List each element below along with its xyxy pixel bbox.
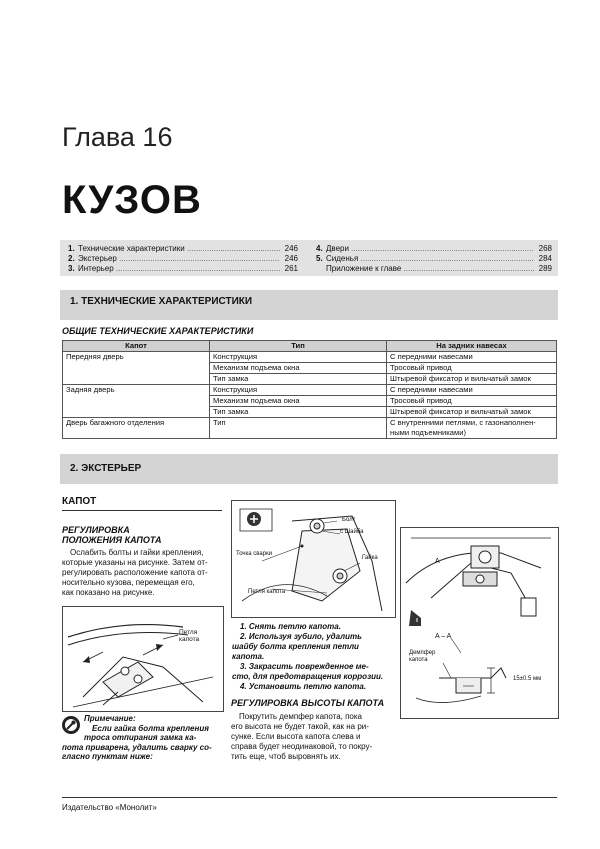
table-cell: Передняя дверь bbox=[63, 352, 210, 385]
subsection-title: КАПОТ bbox=[62, 496, 97, 507]
step-line: сто, для предотвращения коррозии. bbox=[232, 672, 384, 681]
table-row bbox=[63, 418, 557, 429]
label-washer: с Шайба bbox=[340, 529, 364, 535]
toc-label: Двери ..... bbox=[326, 244, 534, 254]
heading-line: РЕГУЛИРОВКА bbox=[62, 525, 130, 535]
text-line: сунке. Если высота капота слева и bbox=[231, 732, 361, 741]
table-cell: Тросовый привод bbox=[387, 396, 557, 407]
height-text bbox=[231, 712, 393, 762]
table-cell: Штыревой фиксатор и вильчатый замок bbox=[387, 374, 557, 385]
footer-rule bbox=[62, 797, 557, 798]
step-line: 1. Снять петлю капота. bbox=[240, 622, 341, 631]
spec-table bbox=[62, 340, 557, 439]
table-cell: Штыревой фиксатор и вильчатый замок bbox=[387, 407, 557, 418]
column-header: Тип bbox=[210, 341, 387, 352]
text-line: Ослабить болты и гайки крепления, bbox=[70, 548, 204, 557]
step-line: 4. Установить петлю капота. bbox=[240, 682, 367, 691]
toc-page: 289 bbox=[538, 264, 552, 273]
step-line: шайбу болта крепления петли капота. bbox=[232, 642, 359, 661]
adjust-heading bbox=[62, 525, 162, 545]
note-line: троса отпирания замка ка- bbox=[84, 733, 197, 742]
label-line: капота bbox=[409, 657, 428, 663]
table-cell: ными подъемниками) bbox=[387, 428, 557, 439]
label-weld: Точка сварки bbox=[236, 551, 273, 557]
heading-line: ПОЛОЖЕНИЯ КАПОТА bbox=[62, 535, 162, 545]
toc-item[interactable] bbox=[316, 264, 552, 274]
toc-label: Технические характеристики ..... bbox=[78, 244, 280, 254]
note bbox=[62, 714, 224, 762]
toc-num: 3. bbox=[68, 264, 75, 273]
table-cell: Задняя дверь bbox=[63, 385, 210, 418]
table-of-contents bbox=[60, 240, 558, 276]
label-section: A – A bbox=[435, 633, 452, 640]
note-icon bbox=[62, 716, 80, 734]
wrench-icon bbox=[62, 716, 80, 734]
figure-label bbox=[179, 629, 199, 643]
table-cell: Конструкция bbox=[210, 385, 387, 396]
text-line: справа будет неодинаковой, то покру- bbox=[231, 742, 373, 751]
hood-hinge-figure bbox=[62, 606, 224, 712]
table-cell: С передними навесами bbox=[387, 385, 557, 396]
text-line: регулировать расположение капота от- bbox=[62, 568, 208, 577]
chapter-number: Глава 16 bbox=[62, 122, 173, 152]
toc-num: 1. bbox=[68, 244, 75, 253]
damper-figure bbox=[400, 527, 559, 719]
table-row bbox=[63, 385, 557, 396]
table-cell: Тип замка bbox=[210, 374, 387, 385]
table-cell: Тросовый привод bbox=[387, 363, 557, 374]
label-line: Петля bbox=[179, 629, 198, 636]
toc-num bbox=[316, 264, 326, 274]
table-cell: Тип bbox=[210, 418, 387, 439]
toc-item[interactable] bbox=[68, 264, 298, 274]
table-cell: Конструкция bbox=[210, 352, 387, 363]
hood-hinge-illustration bbox=[63, 607, 223, 711]
label-line: Демпфер bbox=[409, 650, 436, 656]
text-line: его высота не будет такой, как на ри- bbox=[231, 722, 369, 731]
table-cell: С передними навесами bbox=[387, 352, 557, 363]
table-title: ОБЩИЕ ТЕХНИЧЕСКИЕ ХАРАКТЕРИСТИКИ bbox=[62, 326, 254, 336]
toc-page: 246 bbox=[284, 244, 298, 253]
note-line: пота приварена, удалить сварку со- bbox=[62, 742, 212, 752]
toc-page: 261 bbox=[284, 264, 298, 273]
label-bolt: Болт bbox=[342, 517, 356, 523]
toc-page: 268 bbox=[538, 244, 552, 253]
toc-num: 4. bbox=[316, 244, 323, 253]
label-a: A bbox=[435, 558, 440, 565]
toc-label: Приложение к главе ..... bbox=[326, 264, 534, 274]
label-hinge: Петля капота bbox=[248, 589, 286, 595]
toc-label: Сиденья ..... bbox=[326, 254, 534, 264]
column-header: На задних навесах bbox=[387, 341, 557, 352]
label-line: капота bbox=[179, 636, 200, 643]
label-dimension: 15±0.5 мм bbox=[513, 676, 542, 682]
toc-page: 284 bbox=[538, 254, 552, 263]
text-line: которые указаны на рисунке. Затем от- bbox=[62, 558, 208, 567]
toc-label: Интерьер ..... bbox=[78, 264, 280, 274]
toc-item[interactable] bbox=[68, 254, 298, 264]
toc-num: 5. bbox=[316, 254, 323, 263]
table-header-row bbox=[63, 341, 557, 352]
text-line: тить еще, чтоб выровнять их. bbox=[231, 752, 341, 761]
step-line: 3. Закрасить поврежденное ме- bbox=[240, 662, 369, 671]
table-cell: Дверь багажного отделения bbox=[63, 418, 210, 439]
divider bbox=[62, 510, 222, 511]
toc-num: 2. bbox=[68, 254, 75, 263]
step-line: 2. Используя зубило, удалить bbox=[240, 632, 362, 641]
toc-label: Экстерьер ..... bbox=[78, 254, 280, 264]
label-nut: Гайка bbox=[362, 555, 378, 561]
publisher: Издательство «Монолит» bbox=[62, 803, 157, 812]
toc-item[interactable] bbox=[68, 244, 298, 254]
column-header: Капот bbox=[63, 341, 210, 352]
table-cell: Механизм подъема окна bbox=[210, 363, 387, 374]
section-title: 2. ЭКСТЕРЬЕР bbox=[70, 463, 142, 474]
note-line: гласно пунктам ниже: bbox=[62, 752, 153, 761]
note-title: Примечание: bbox=[84, 714, 136, 723]
table-cell: Механизм подъема окна bbox=[210, 396, 387, 407]
toc-page: 246 bbox=[284, 254, 298, 263]
table-cell: С внутренними петлями, с газонаполнен- bbox=[387, 418, 557, 429]
section-title: 1. ТЕХНИЧЕСКИЕ ХАРАКТЕРИСТИКИ bbox=[70, 296, 253, 307]
text-line: Покрутить демпфер капота, пока bbox=[239, 712, 363, 721]
table-cell: Тип замка bbox=[210, 407, 387, 418]
hinge-bolt-figure bbox=[231, 500, 396, 618]
text-line: носительно кузова, перемещая его, bbox=[62, 578, 195, 587]
steps-list bbox=[232, 622, 390, 692]
toc-item[interactable] bbox=[316, 254, 552, 264]
height-heading: РЕГУЛИРОВКА ВЫСОТЫ КАПОТА bbox=[231, 698, 385, 708]
damper-illustration bbox=[401, 528, 558, 718]
label-damper bbox=[409, 650, 435, 664]
table-row bbox=[63, 352, 557, 363]
chapter-title: КУЗОВ bbox=[62, 178, 202, 222]
text-line: как показано на рисунке. bbox=[62, 588, 155, 597]
adjust-text bbox=[62, 548, 220, 598]
note-line: Если гайка болта крепления bbox=[92, 723, 209, 733]
toc-item[interactable] bbox=[316, 244, 552, 254]
